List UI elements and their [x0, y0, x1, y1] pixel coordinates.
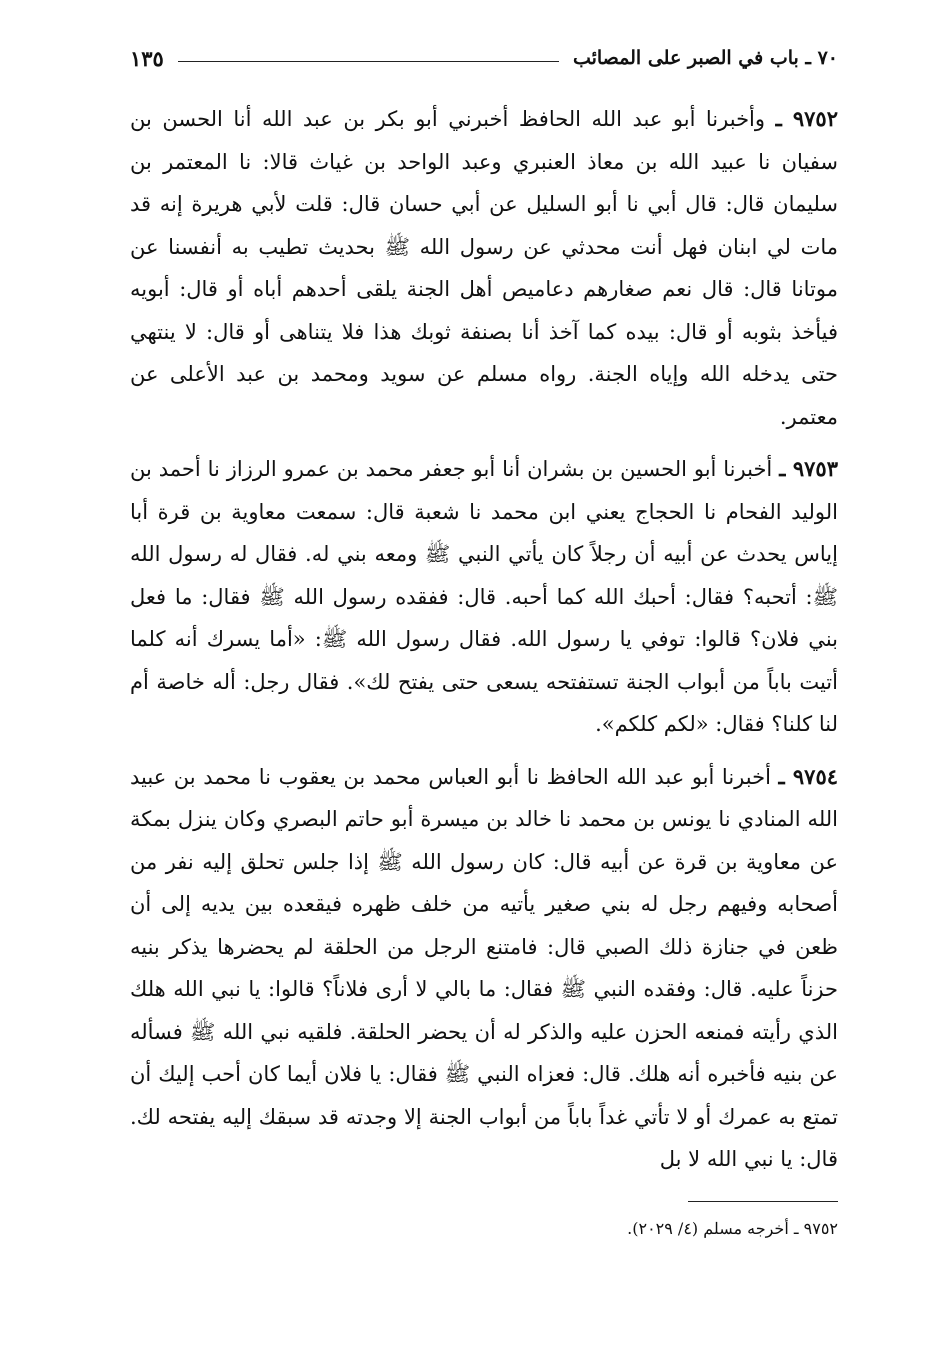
hadith-paragraph — [130, 756, 838, 1181]
hadith-number: ٩٧٥٣ ـ — [779, 456, 838, 481]
document-page — [130, 40, 838, 1244]
hadith-paragraph — [130, 98, 838, 438]
hadith-number: ٩٧٥٢ ـ — [775, 106, 838, 131]
main-text — [130, 98, 838, 1181]
page-number: ١٣٥ — [130, 45, 164, 71]
page-header — [130, 40, 838, 76]
chapter-title: ٧٠ ـ باب في الصبر على المصائب — [572, 47, 838, 69]
hadith-text: أخبرنا أبو عبد الله الحافظ نا أبو العباس محمد بن يعقوب نا محمد بن عبيد الله المنادي نا يونس بن محمد نا خالد بن ميسرة أبو حاتم البصري وكان ينزل بمكة عن معاوية بن قرة عن أبيه قال: كان رسول الله ﷺ إذا جلس تحلق إليه نفر من أصحابه وفيهم رجل له بني صغير يأتيه من خلف ظهره فيقعده بين يديه إلى أن ظعن في جنازة ذلك الصبي قال: فامتنع الرجل من الحلقة لم يحضرها يذكر بنيه حزناً عليه. قال: وفقده النبي ﷺ فقال: ما بالي لا أرى فلاناً؟ قالوا: يا نبي الله هلك الذي رأيته فمنعه الحزن عليه والذكر له أن يحضر الحلقة. فلقيه نبي الله ﷺ فسأله عن بنيه فأخبره أنه هلك. قال: فعزاه النبي ﷺ فقال: يا فلان أيما كان أحب إليك أن تمتع به عمرك أو لا تأتي غداً باباً من أبواب الجنة إلا وجدته قد سبقك إليه يفتحه لك. قال: يا نبي الله لا بل — [130, 764, 838, 1171]
footnote: ٩٧٥٢ ـ أخرجه مسلم (٤/ ٢٠٢٩). — [627, 1218, 838, 1238]
hadith-number: ٩٧٥٤ ـ — [778, 763, 839, 789]
hadith-text: أخبرنا أبو الحسين بن بشران أنا أبو جعفر محمد بن عمرو الرزاز نا أحمد بن الوليد الفحام نا الحجاج يعني ابن محمد نا شعبة قال: سمعت معاوية بن قرة أبا إياس يحدث عن أبيه أن رجلاً كان يأتي النبي ﷺ ومعه بني له. فقال له رسول الله ﷺ: أتحبه؟ فقال: أحبك الله كما أحبه. قال: ففقده رسول الله ﷺ فقال: ما فعل بني فلان؟ قالوا: توفي يا رسول الله. فقال رسول الله ﷺ: «أما يسرك أنه كلما أتيت باباً من أبواب الجنة تستفتحه يسعى حتى يفتح لك». فقال رجل: أله خاصة أم لنا كلنا؟ فقال: «لكم كلكم». — [130, 457, 838, 736]
hadith-paragraph — [130, 448, 838, 746]
hadith-text: وأخبرنا أبو عبد الله الحافظ أخبرني أبو بكر بن عبد الله أنا الحسن بن سفيان نا عبيد الله بن معاذ العنبري وعبد الواحد بن غياث قالا: نا المعتمر بن سليمان قال: قال أبي نا أبو السليل عن أبي حسان قال: قلت لأبي هريرة إنه قد مات لي ابنان فهل أنت محدثي عن رسول الله ﷺ بحديث تطيب به أنفسنا عن موتانا قال: قال نعم صغارهم دعاميص أهل الجنة يلقى أحدهم أباه أو قال: أبويه فيأخذ بثوبه أو قال: بيده كما آخذ أنا بصنفة ثوبك هذا فلا يتناهى أو قال: لا ينتهي حتى يدخله الله وإياه الجنة. رواه مسلم عن سويد ومحمد بن عبد الأعلى عن معتمر. — [130, 107, 838, 429]
header-divider — [178, 61, 559, 62]
footnote-divider — [688, 1201, 838, 1202]
